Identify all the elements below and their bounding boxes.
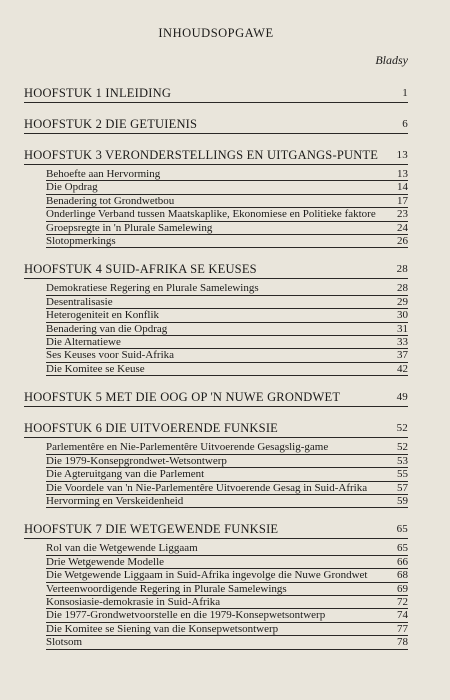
- section-title: Die Wetgewende Liggaam in Suid-Afrika ingevolge die Nuwe Grondwet: [46, 569, 368, 582]
- section-page-number: 74: [397, 609, 408, 622]
- section-title: Die Alternatiewe: [46, 336, 121, 349]
- section-title: Die 1977-Grondwetvoorstelle en die 1979-Konsepwetsontwerp: [46, 609, 326, 622]
- chapter-page-number: 1: [402, 87, 408, 99]
- section-entry: [46, 569, 408, 582]
- section-entry: [46, 208, 408, 221]
- section-entry: [46, 195, 408, 208]
- section-page-number: 26: [397, 235, 408, 248]
- section-title: Die Voordele van 'n Nie-Parlementêre Uitvoerende Gesag in Suid-Afrika: [46, 481, 368, 494]
- chapter-title: HOOFSTUK 7 DIE WETGEWENDE FUNKSIE: [24, 522, 279, 537]
- section-page-number: 28: [397, 282, 408, 295]
- chapter-entry: [24, 262, 408, 376]
- section-list: [24, 168, 408, 248]
- section-entry: [46, 542, 408, 555]
- section-page-number: 14: [397, 181, 408, 194]
- section-title: Die Komitee se Keuse: [46, 362, 145, 375]
- chapter-rule: [24, 102, 408, 103]
- chapter-rule: [24, 437, 408, 438]
- chapter-title: HOOFSTUK 4 SUID-AFRIKA SE KEUSES: [24, 262, 257, 277]
- section-page-number: 69: [397, 582, 408, 595]
- chapter-title: HOOFSTUK 1 INLEIDING: [24, 86, 172, 100]
- chapter-entry: [24, 148, 408, 248]
- chapter-entry: [24, 421, 408, 508]
- section-page-number: 52: [397, 441, 408, 454]
- section-entry: [46, 495, 408, 508]
- chapter-title: HOOFSTUK 3 VERONDERSTELLINGS EN UITGANGS-PUNTE: [24, 148, 379, 162]
- section-page-number: 53: [397, 454, 408, 467]
- section-page-number: 24: [397, 221, 408, 234]
- chapter-page-number: 6: [402, 118, 408, 130]
- chapter-heading: [24, 148, 408, 162]
- section-list: [24, 441, 408, 508]
- section-entry: [46, 363, 408, 376]
- section-page-number: 31: [397, 322, 408, 335]
- section-entry: [46, 583, 408, 596]
- chapter-page-number: 65: [396, 523, 408, 536]
- section-entry: [46, 168, 408, 181]
- chapter-page-number: 28: [396, 263, 408, 276]
- section-entry: [46, 468, 408, 481]
- chapter-rule: [24, 133, 408, 134]
- section-title: Onderlinge Verband tussen Maatskaplike, Ekonomiese en Politieke faktore: [46, 208, 376, 221]
- section-title: Benadering van die Opdrag: [46, 322, 168, 335]
- chapter-title: HOOFSTUK 2 DIE GETUIENIS: [24, 117, 198, 131]
- section-page-number: 55: [397, 468, 408, 481]
- section-page-number: 23: [397, 208, 408, 221]
- section-title: Slotsom: [46, 636, 83, 649]
- section-title: Rol van die Wetgewende Liggaam: [46, 542, 198, 555]
- section-entry: [46, 556, 408, 569]
- page-title: INHOUDSOPGAWE: [158, 26, 274, 40]
- section-title: Verteenwoordigende Regering in Plurale Samelewings: [46, 582, 287, 595]
- chapter-rule: [24, 278, 408, 279]
- section-entry: [46, 482, 408, 495]
- section-entry: [46, 336, 408, 349]
- chapter-entry: [24, 86, 408, 103]
- section-page-number: 30: [397, 309, 408, 322]
- chapter-heading: [24, 421, 408, 435]
- section-entry: [46, 455, 408, 468]
- section-entry: [46, 609, 408, 622]
- section-entry: [46, 349, 408, 362]
- section-entry: [46, 181, 408, 194]
- section-page-number: 17: [397, 194, 408, 207]
- chapter-page-number: 13: [396, 149, 408, 161]
- chapter-entry: [24, 390, 408, 407]
- chapter-rule: [24, 406, 408, 407]
- section-title: Die 1979-Konsepgrondwet-Wetsontwerp: [46, 454, 227, 467]
- section-list: [24, 282, 408, 376]
- section-page-number: 72: [397, 595, 408, 608]
- section-entry: [46, 623, 408, 636]
- chapter-rule: [24, 164, 408, 165]
- section-page-number: 68: [397, 569, 408, 582]
- section-page-number: 37: [397, 349, 408, 362]
- chapter-entry: [24, 522, 408, 649]
- section-title: Die Komitee se Siening van die Konsepwetsontwerp: [46, 622, 279, 635]
- section-page-number: 57: [397, 481, 408, 494]
- section-list: [24, 542, 408, 649]
- section-page-number: 77: [397, 622, 408, 635]
- section-title: Parlementêre en Nie-Parlementêre Uitvoerende Gesagslig-game: [46, 441, 329, 454]
- section-entry: [46, 282, 408, 295]
- chapter-heading: [24, 117, 408, 131]
- section-title: Slotopmerkings: [46, 235, 116, 248]
- chapter-title: HOOFSTUK 5 MET DIE OOG OP 'N NUWE GRONDWET: [24, 390, 341, 405]
- section-page-number: 42: [397, 362, 408, 375]
- section-title: Die Opdrag: [46, 181, 98, 194]
- section-title: Groepsregte in 'n Plurale Samelewing: [46, 221, 213, 234]
- section-entry: [46, 309, 408, 322]
- chapter-heading: [24, 522, 408, 536]
- section-entry: [46, 596, 408, 609]
- chapter-heading: [24, 262, 408, 276]
- section-title: Hervorming en Verskeidenheid: [46, 494, 184, 507]
- section-page-number: 13: [397, 168, 408, 180]
- chapter-entry: [24, 117, 408, 134]
- chapter-page-number: 49: [396, 391, 408, 404]
- section-title: Demokratiese Regering en Plurale Samelewings: [46, 282, 259, 295]
- chapter-rule: [24, 538, 408, 539]
- section-title: Drie Wetgewende Modelle: [46, 555, 165, 568]
- section-page-number: 33: [397, 336, 408, 349]
- section-entry: [46, 222, 408, 235]
- section-page-number: 65: [397, 542, 408, 555]
- chapter-page-number: 52: [396, 422, 408, 435]
- section-page-number: 59: [397, 494, 408, 507]
- table-of-contents: [24, 86, 408, 650]
- chapter-heading: [24, 390, 408, 404]
- section-page-number: 78: [397, 636, 408, 649]
- section-page-number: 66: [397, 555, 408, 568]
- section-title: Benadering tot Grondwetbou: [46, 194, 175, 207]
- section-entry: [46, 441, 408, 454]
- section-entry: [46, 636, 408, 649]
- section-title: Desentralisasie: [46, 295, 113, 308]
- section-title: Heterogeniteit en Konflik: [46, 309, 160, 322]
- section-entry: [46, 323, 408, 336]
- section-title: Konsosiasie-demokrasie in Suid-Afrika: [46, 595, 221, 608]
- section-entry: [46, 235, 408, 248]
- section-title: Ses Keuses voor Suid-Afrika: [46, 349, 175, 362]
- section-entry: [46, 296, 408, 309]
- section-page-number: 29: [397, 295, 408, 308]
- section-title: Behoefte aan Hervorming: [46, 168, 161, 180]
- page-column-label: Bladsy: [375, 53, 408, 67]
- section-title: Die Agteruitgang van die Parlement: [46, 468, 205, 481]
- chapter-title: HOOFSTUK 6 DIE UITVOERENDE FUNKSIE: [24, 421, 279, 436]
- chapter-heading: [24, 86, 408, 100]
